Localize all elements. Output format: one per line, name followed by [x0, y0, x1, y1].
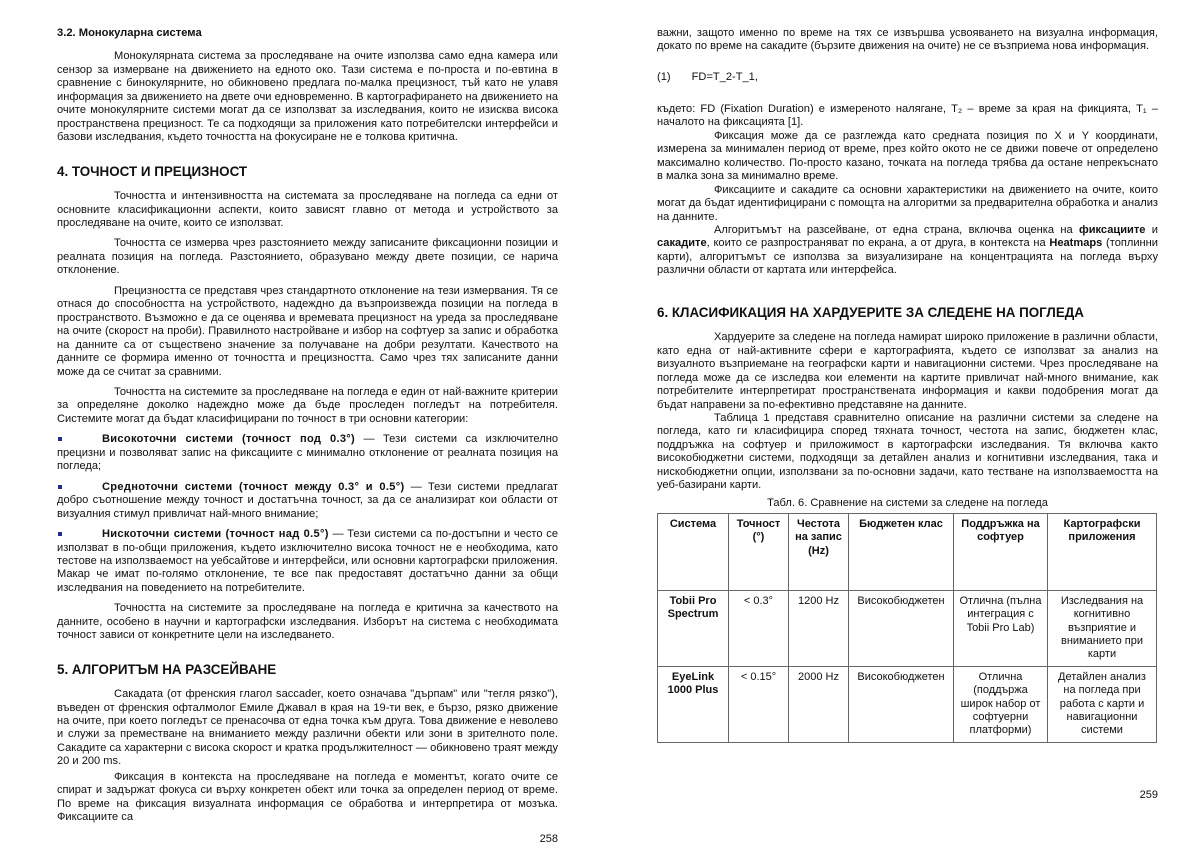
bullet-text: — Тези системи са изключително прецизни и позволяват запис на фиксациите с минимално отклонение от реалната позиция на погледа;: [57, 433, 559, 473]
table-cell: Отлична (пълна интеграция с Tobii Pro Lab): [954, 591, 1048, 667]
page-number: 258: [539, 832, 558, 845]
bullet-bold: Високоточни системи (точност под 0.3°): [102, 433, 356, 446]
formula-number: (1): [657, 70, 671, 83]
paragraph: Фиксациите и сакадите са основни характеристики на движението на очите, които могат да бъдат идентифицирани с помощта на алгоритми за предварителна обработка и анализ на данните.: [657, 183, 1158, 223]
bullet-item: [57, 433, 558, 473]
paragraph: Точността се измерва чрез разстоянието между записаните фиксационни позиции и реалната позиция на погледа. Разстоянието, образувано между двете позиции, се нарича отклонение.: [57, 237, 558, 277]
paragraph: Хардуерите за следене на погледа намират широко приложение в различни области, като една от най-активните сфери е картографията, където се използват за анализ на визуалното възприемане на географски карти и навигационни системи. Чрез проследяване на погледа може да се изследва кои елементи на картите привличат най-много внимание, как потребителите интерпретират пространствената информация и какви подобрения могат да бъдат направени за по-ефективно представяне на данните.: [657, 331, 1158, 411]
text: и: [1145, 223, 1158, 236]
table-cell: Високобюджетен: [849, 667, 954, 743]
table-cell: < 0.15°: [729, 667, 789, 743]
column-header: Точност (°): [729, 514, 789, 591]
paragraph: Таблица 1 представя сравнително описание на различни системи за следене на погледа, като ги класифицира според тяхната точност, честота на запис, бюджетен клас, поддръжка на софтуер и приложимост в картографски изследвания. Тя включва както високобюджетни системи, подходящи за детайлен анализ и когнитивни изследвания, така и нискобюджетни опции, използвани за по-основни задачи, като тестване на използваемостта на уеб-базирани карти.: [657, 411, 1158, 492]
bold-text: сакадите: [657, 237, 707, 250]
comparison-table: [657, 513, 1157, 743]
bullet-bold: Средноточни системи (точност между 0.3° и 0.5°): [102, 480, 405, 493]
table-cell: Високобюджетен: [849, 591, 954, 667]
section-heading-3-2: 3.2. Монокуларна система: [57, 27, 202, 39]
bold-text: Heatmaps: [1049, 237, 1103, 250]
bullet-icon: [58, 485, 62, 489]
paragraph: Фиксация в контекста на проследяване на погледа е моментът, когато очите се спират и задържат фокуса си върху конкретен обект или точка за определен период от време. По време на фиксация визуалната информация се обработва и интерпретира от мозъка. Фиксациите са: [57, 770, 558, 824]
bold-text: фиксациите: [1078, 223, 1146, 236]
table-row: [658, 591, 1157, 667]
page-258: [57, 27, 558, 846]
paragraph: Точността на системите за проследяване на погледа е един от най-важните критерии за определяне доколко надеждно може да бъде проследен погледът на потребителя. Системите могат да бъдат класифицирани по точност в три основни категории:: [57, 385, 558, 425]
table-header-row: [658, 514, 1157, 591]
table-cell: Tobii Pro Spectrum: [658, 591, 729, 667]
paragraph: където: FD (Fixation Duration) е измереното налягане, T₂ – време за края на фикцията, T₁ – началото на фиксацията [1].: [657, 102, 1158, 129]
paragraph: Точността на системите за проследяване на погледа е критична за качеството на данните, особено в научни и картографски изследвания. Изборът на система с необходимата точност зависи от конкретните цели на изследването.: [57, 602, 558, 642]
text: (топлинни карти), алгоритъмът се използва за визуализиране на концентрацията на погледа върху различни области от картата или интерфейса.: [657, 237, 1158, 277]
table-cell: 1200 Hz: [789, 591, 849, 667]
paragraph: Прецизността се представя чрез стандартното отклонение на тези измервания. Тя се отнася до способността на устройството, надеждно да възпроизвежда позиции на погледа в пространството. Възможно е да се оценява и времевата прецизност на уреда за проследяване на очите (скорост на проби). Правилното настройване и избор на софтуер за запис и обработка на данните са от съществено значение за получаване на добри резултати. Качеството на данните се формира именно от точността и прецизността. Само чрез тях записаните данни може да се считат за сравними.: [57, 284, 558, 378]
page-number: 259: [1139, 789, 1158, 801]
formula: [657, 71, 1158, 85]
text: Алгоритъмът на разсейване, от една страна, включва оценка на: [714, 223, 1079, 236]
table-cell: EyeLink 1000 Plus: [658, 667, 729, 743]
section-heading-6: 6. КЛАСИФИКАЦИЯ НА ХАРДУЕРИТЕ ЗА СЛЕДЕНЕ НА ПОГЛЕДА: [657, 304, 1084, 320]
table-cell: 2000 Hz: [789, 667, 849, 743]
table-cell: Отлична (поддържа широк набор от софтуерни платформи): [954, 667, 1048, 743]
bullet-text: — Тези системи предлагат добро съотношение между точност и достатъчна точност, за да се анализират кои области от визуалния стимул привличат най-много внимание;: [57, 480, 558, 520]
table-caption: Табл. 6. Сравнение на системи за следене на погледа: [767, 496, 1048, 509]
column-header: Поддръжка на софтуер: [954, 514, 1048, 591]
bullet-item: [57, 481, 558, 521]
paragraph: важни, защото именно по време на тях се извършва усвояването на визуална информация, докато по време на сакадите (бързите движения на очите) не се възприема нова информация.: [657, 27, 1158, 53]
section-heading-4: 4. ТОЧНОСТ И ПРЕЦИЗНОСТ: [57, 163, 248, 179]
bullet-icon: [58, 437, 62, 441]
table-row: [658, 667, 1157, 743]
column-header: Система: [658, 514, 729, 591]
paragraph: Сакадата (от френския глагол saccader, което означава "дърпам" или "тегля рязко"), въведен от френския офталмолог Емиле Джавал в края на 19-ти век, е бързо, рязко движение на очите, при което погледът се пренасочва от една точка към друга. Това движение е неволево и служи за преместване на вниманието между различни обекти или зони в зрителното поле. Сакадите са характерни с висока скорост и кратка продължителност — обикновено траят между 20 и 200 ms.: [57, 688, 558, 768]
table-cell: Детайлен анализ на погледа при работа с карти и навигационни системи: [1048, 667, 1157, 743]
table-cell: Изследвания на когнитивно възприятие и вниманието при карти: [1048, 591, 1157, 667]
page-259: [657, 27, 1158, 802]
table-cell: < 0.3°: [729, 591, 789, 667]
column-header: Честота на запис (Hz): [789, 514, 849, 591]
paragraph: Фиксация може да се разглежда като средната позиция по X и Y координати, измерена за минимален период от време, през който окото не се движи повече от определено максимално количество. По-просто казано, точката на погледа трябва да остане непрекъснато в малка зона за минимално време.: [657, 129, 1158, 183]
bullet-bold: Нискоточни системи (точност над 0.5°): [102, 528, 329, 541]
paragraph-monocular: Монокулярната система за проследяване на очите използва само една камера или сензор за измерване на движението на едното око. Тази система е по-проста и по-евтина в сравнение с бинокулярните, но обикновено предлага по-малка прецизност, тъй като не улавя информация за движението на двете очи едновременно. В картографирането на движението на очите монокулярните системи могат да се използват за изследвания, които не изисква висока пространствена прецизност. Те са подходящи за приложения като потребителски интерфейси и базови изследвания, където точността на фокусиране не е толкова критична.: [57, 50, 558, 144]
text: , които се разпространяват по екрана, а от друга, в контекста на: [706, 237, 1050, 250]
formula-text: FD=T_2-T_1,: [691, 70, 758, 83]
bullet-icon: [58, 532, 62, 536]
column-header: Картографски приложения: [1048, 514, 1157, 591]
paragraph: [657, 224, 1158, 278]
section-heading-5: 5. АЛГОРИТЪМ НА РАЗСЕЙВАНЕ: [57, 661, 277, 677]
bullet-item: [57, 528, 558, 595]
column-header: Бюджетен клас: [849, 514, 954, 591]
bullet-text: — Тези системи са по-достъпни и често се използват в по-общи приложения, където изключително висока точност не е необходима, като тестове на използваемост на уебсайтове и интерфейси, или основни картографски приложения. Макар че имат по-голямо отклонение, те все пак предоставят достатъчно данни за общи изследвания на поведението на потребителите.: [57, 528, 559, 594]
paragraph: Точността и интензивността на системата за проследяване на погледа са едни от основните класификационни аспекти, които зависят главно от метода и устройството за проследяване на очите, които се използват.: [57, 190, 558, 229]
